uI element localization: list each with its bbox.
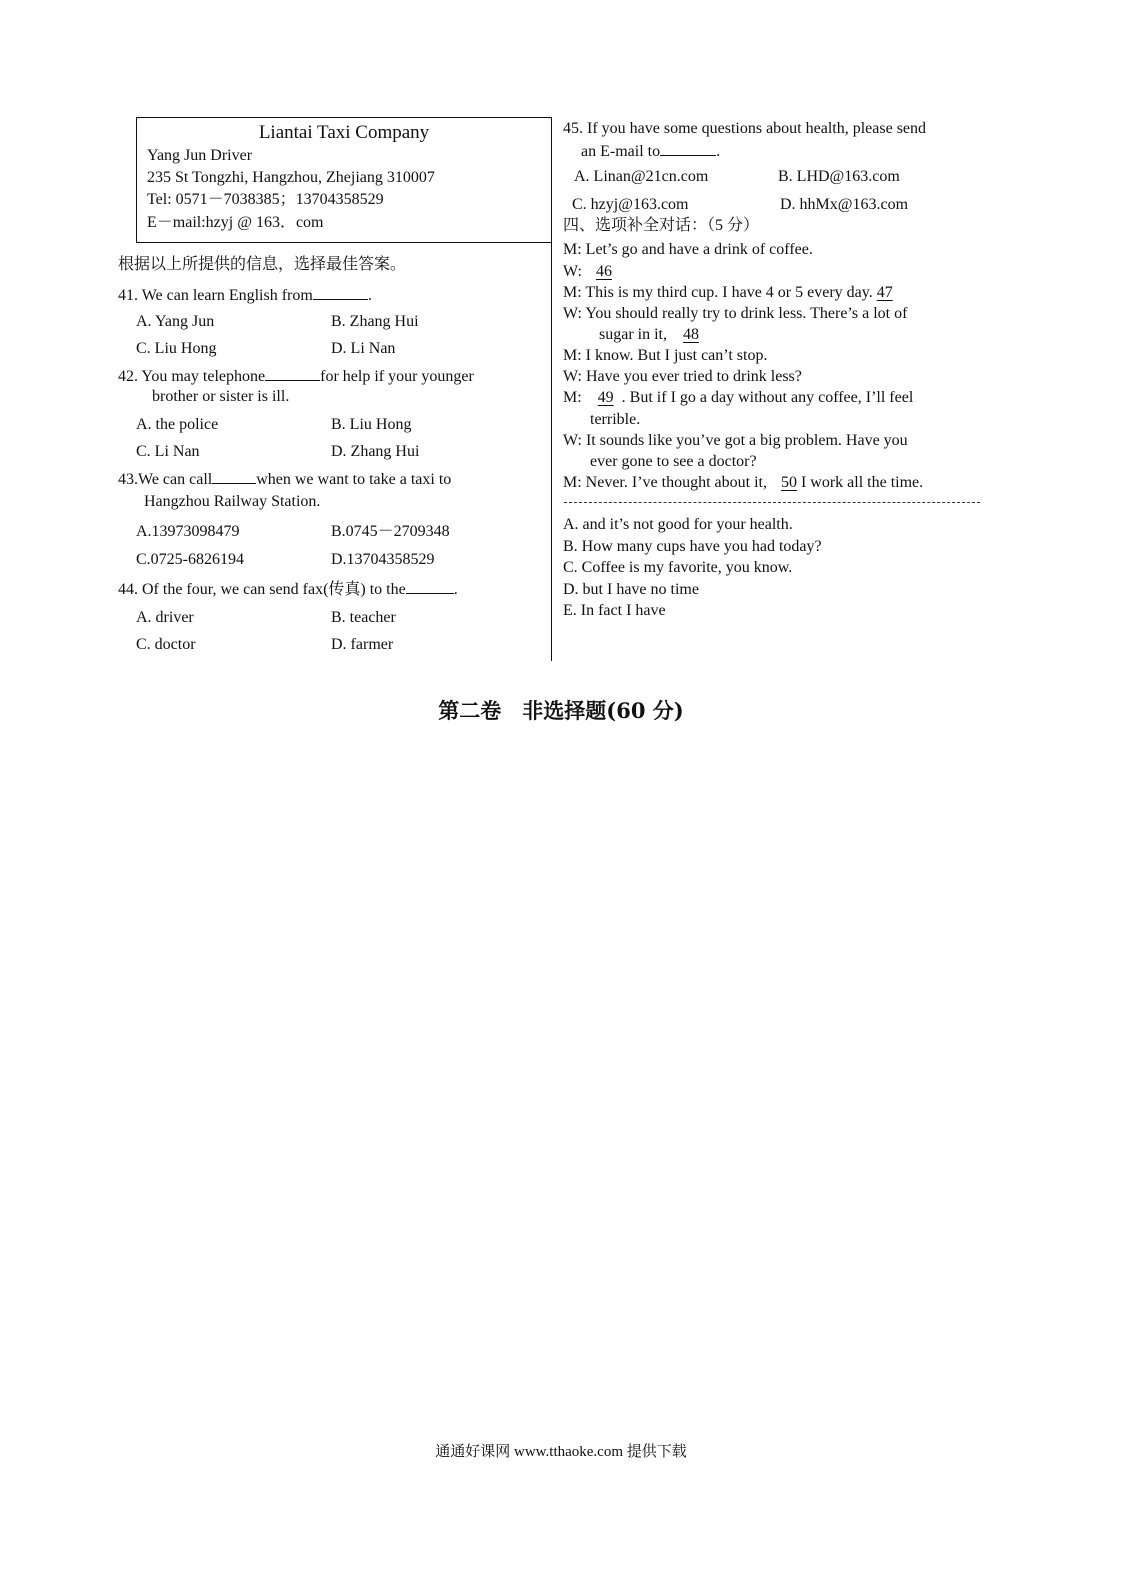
dialogue-heading: 四、选项补全对话：（5 分） bbox=[563, 217, 760, 234]
dialogue-line-2-speaker: W: bbox=[563, 263, 582, 280]
card-tel: Tel: 0571－7038385；13704358529 bbox=[147, 191, 384, 208]
q45-option-c[interactable]: C. hzyj@163.com bbox=[572, 196, 689, 213]
q45-stem-cont bbox=[581, 141, 720, 162]
blank-50[interactable]: 50 bbox=[780, 474, 797, 491]
q43-option-b[interactable]: B.0745－2709348 bbox=[331, 523, 450, 540]
choice-a: A. and it’s not good for your health. bbox=[563, 516, 793, 533]
blank-46[interactable]: 46 bbox=[595, 263, 612, 280]
q42-stem bbox=[118, 366, 474, 387]
card-address: 235 St Tongzhi, Hangzhou, Zhejiang 310007 bbox=[147, 169, 435, 186]
dashed-separator bbox=[564, 502, 980, 503]
q44-option-c[interactable]: C. doctor bbox=[136, 636, 196, 653]
footer: 通通好课网 www.tthaoke.com 提供下载 bbox=[435, 1444, 687, 1460]
card-title: Liantai Taxi Company bbox=[258, 122, 430, 143]
q42-stem-text: 42. You may telephone bbox=[118, 368, 266, 385]
q41-stem bbox=[118, 285, 372, 306]
dialogue-line-7-cont: terrible. bbox=[590, 411, 641, 428]
blank-48[interactable]: 48 bbox=[683, 326, 699, 343]
business-card bbox=[136, 117, 552, 243]
dialogue-line-9 bbox=[563, 473, 923, 493]
q45-blank[interactable] bbox=[660, 141, 716, 156]
q42-blank[interactable] bbox=[265, 366, 320, 381]
q41-option-a[interactable]: A. Yang Jun bbox=[136, 313, 215, 330]
q41-blank[interactable] bbox=[313, 285, 368, 300]
q44-option-b[interactable]: B. teacher bbox=[331, 609, 396, 626]
q41-option-c[interactable]: C. Liu Hong bbox=[136, 340, 217, 357]
dialogue-line-8-cont: ever gone to see a doctor? bbox=[590, 453, 757, 470]
q43-option-a[interactable]: A.13973098479 bbox=[136, 523, 240, 540]
q45-option-b[interactable]: B. LHD@163.com bbox=[778, 168, 900, 185]
q44-option-d[interactable]: D. farmer bbox=[331, 636, 394, 653]
choice-c: C. Coffee is my favorite, you know. bbox=[563, 559, 793, 576]
dialogue-line-7-speaker: M: bbox=[563, 389, 582, 406]
q42-option-c[interactable]: C. Li Nan bbox=[136, 443, 200, 460]
blank-49[interactable]: 49 bbox=[597, 389, 614, 406]
q41-option-b[interactable]: B. Zhang Hui bbox=[331, 313, 419, 330]
column-divider bbox=[551, 117, 552, 661]
q43-stem-text: 43.We can call bbox=[118, 471, 213, 488]
dialogue-line-7-text: . But if I go a day without any coffee, I’ll feel bbox=[621, 389, 914, 406]
q45-option-a[interactable]: A. Linan@21cn.com bbox=[574, 168, 709, 185]
dialogue-line-4-text: sugar in it, bbox=[599, 326, 667, 343]
q44-stem bbox=[118, 579, 458, 600]
dialogue-line-1: M: Let’s go and have a drink of coffee. bbox=[563, 241, 813, 258]
choice-b: B. How many cups have you had today? bbox=[563, 538, 822, 555]
instruction: 根据以上所提供的信息，选择最佳答案。 bbox=[118, 256, 407, 273]
q43-stem-cont: Hangzhou Railway Station. bbox=[144, 493, 321, 510]
q41-option-d[interactable]: D. Li Nan bbox=[331, 340, 396, 357]
q43-option-d[interactable]: D.13704358529 bbox=[331, 551, 435, 568]
q45-stem-end: . bbox=[716, 143, 721, 160]
q44-option-a[interactable]: A. driver bbox=[136, 609, 194, 626]
q42-stem-cont: brother or sister is ill. bbox=[152, 388, 290, 405]
dialogue-line-3-text: M: This is my third cup. I have 4 or 5 every day. bbox=[563, 284, 873, 301]
q41-stem-end: . bbox=[367, 287, 372, 304]
dialogue-line-4: W: You should really try to drink less. There’s a lot of bbox=[563, 305, 908, 322]
dialogue-line-7 bbox=[563, 388, 913, 408]
q41-stem-text: 41. We can learn English from bbox=[118, 287, 313, 304]
q42-option-b[interactable]: B. Liu Hong bbox=[331, 416, 412, 433]
q43-blank[interactable] bbox=[212, 469, 256, 484]
dialogue-line-9-text: M: Never. I’ve thought about it, bbox=[563, 474, 767, 491]
dialogue-line-5: M: I know. But I just can’t stop. bbox=[563, 347, 768, 364]
q45-stem: 45. If you have some questions about health, please send bbox=[563, 120, 927, 137]
q42-stem-mid: for help if your younger bbox=[320, 368, 474, 385]
q42-option-d[interactable]: D. Zhang Hui bbox=[331, 443, 420, 460]
dialogue-line-8: W: It sounds like you’ve got a big problem. Have you bbox=[563, 432, 908, 449]
dialogue-line-4-cont bbox=[599, 325, 707, 345]
choice-e: E. In fact I have bbox=[563, 602, 666, 619]
q44-stem-end: . bbox=[453, 581, 458, 598]
q43-stem bbox=[118, 469, 451, 490]
q44-stem-text: 44. Of the four, we can send fax(传真) to the bbox=[118, 581, 406, 598]
choice-d: D. but I have no time bbox=[563, 581, 699, 598]
q45-stem-text: an E-mail to bbox=[581, 143, 661, 160]
q45-option-d[interactable]: D. hhMx@163.com bbox=[780, 196, 909, 213]
dialogue-line-6: W: Have you ever tried to drink less? bbox=[563, 368, 802, 385]
blank-47[interactable]: 47 bbox=[876, 284, 893, 301]
dialogue-line-2 bbox=[563, 262, 618, 282]
section-title: 第二卷 非选择题(60 分) bbox=[438, 698, 684, 723]
q42-option-a[interactable]: A. the police bbox=[136, 416, 219, 433]
q44-blank[interactable] bbox=[406, 579, 454, 594]
dialogue-line-9-end: I work all the time. bbox=[800, 474, 924, 491]
dialogue-line-3 bbox=[563, 283, 901, 303]
card-name: Yang Jun Driver bbox=[147, 147, 253, 164]
q43-stem-mid: when we want to take a taxi to bbox=[256, 471, 452, 488]
q43-option-c[interactable]: C.0725-6826194 bbox=[136, 551, 244, 568]
card-email: E－mail:hzyj @ 163．com bbox=[147, 214, 324, 231]
